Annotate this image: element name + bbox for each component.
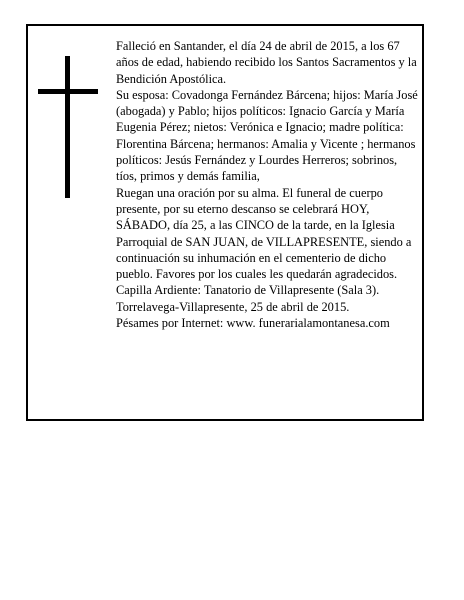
obituary-notice <box>26 24 424 421</box>
cross-vertical-bar <box>65 56 70 198</box>
funeral-details: Ruegan una oración por su alma. El funeral de cuerpo presente, por su eterno descanso se celebrará HOY, SÁBADO, día 25, a las CINCO de la tarde, en la Iglesia Parroquial de SAN JUAN, de VILLAPRESENTE, siendo a continuación su inhumación en el cementerio de dicho pueblo. Favores por los cuales les quedarán agradecidos. Capilla Ardiente: Tanatorio de Villapresente (Sala 3). <box>116 185 412 298</box>
place-date: Torrelavega-Villapresente, 25 de abril de 2015. <box>116 299 350 314</box>
family-list: Su esposa: Covadonga Fernández Bárcena; hijos: María José (abogada) y Pablo; hijos políticos: Ignacio García y María Eugenia Pérez; nietos: Verónica e Ignacio; madre política: Florentina Bárcena; hermanos: Amalia y Vicente ; hermanos políticos: Jesús Fernández y Lourdes Herreros; sobrinos, tíos, primos y demás familia, <box>116 87 418 184</box>
obituary-text <box>116 38 418 331</box>
condolences-website: Pésames por Internet: www. funerarialamontanesa.com <box>116 316 390 331</box>
cross-icon <box>38 56 98 198</box>
death-announcement: Falleció en Santander, el día 24 de abril de 2015, a los 67 años de edad, habiendo recibido los Santos Sacramentos y la Bendición Apostólica. <box>116 39 417 86</box>
cross-horizontal-bar <box>38 89 98 94</box>
